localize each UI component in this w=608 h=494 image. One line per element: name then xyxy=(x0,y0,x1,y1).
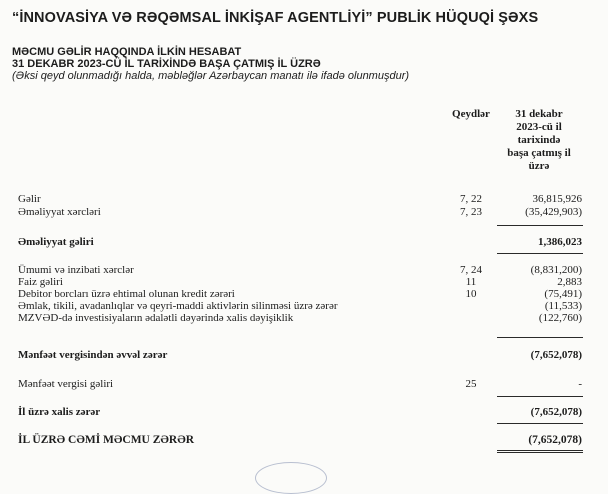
row-value: (7,652,078) xyxy=(528,434,582,446)
row-label: Debitor borcları üzrə ehtimal olunan kredit zərəri xyxy=(18,288,235,300)
row-value: 2,883 xyxy=(557,276,582,288)
subtotal-rule xyxy=(497,253,583,254)
row-total-comprehensive-loss xyxy=(0,434,608,447)
row-value: (75,491) xyxy=(544,288,582,300)
row-value: (8,831,200) xyxy=(530,264,582,276)
period-header-line: 31 dekabr xyxy=(515,108,563,120)
row-note: 7, 24 xyxy=(460,264,482,276)
period-header-line: tarixində xyxy=(517,134,561,146)
row-value: (7,652,078) xyxy=(530,406,582,418)
total-double-rule xyxy=(497,450,583,453)
row-label: İL ÜZRƏ CƏMİ MƏCMU ZƏRƏR xyxy=(18,434,195,446)
subtotal-rule xyxy=(497,396,583,397)
row-label: Gəlir xyxy=(18,193,41,205)
subtotal-rule xyxy=(497,225,583,226)
row-label: Əməliyyat gəliri xyxy=(18,236,94,248)
row-value: 1,386,023 xyxy=(538,236,582,248)
row-note: 25 xyxy=(465,378,477,390)
row-value: (122,760) xyxy=(538,312,582,324)
row-revenue xyxy=(0,193,608,206)
currency-note: (Əksi qeyd olunmadığı halda, məbləğlər Azərbaycan manatı ilə ifadə olunmuşdur) xyxy=(12,70,410,82)
period-header-line: üzrə xyxy=(528,160,550,172)
period-header-line: 2023-cü il xyxy=(516,121,562,133)
row-loss-before-tax xyxy=(0,349,608,362)
row-label: Əməliyyat xərcləri xyxy=(18,206,101,218)
row-fair-value-change xyxy=(0,312,608,325)
row-label: İl üzrə xalis zərər xyxy=(18,406,101,418)
row-value: 36,815,926 xyxy=(532,193,582,205)
row-label: Faiz gəliri xyxy=(18,276,63,288)
row-operating-expenses xyxy=(0,206,608,219)
period-header-line: başa çatmış il xyxy=(507,147,571,159)
row-operating-income xyxy=(0,236,608,249)
organization-name: “İNNOVASİYA VƏ RƏQƏMSAL İNKİŞAF AGENTLİYİ” PUBLİK HÜQUQİ ŞƏXS xyxy=(12,10,539,26)
row-value: (11,533) xyxy=(544,300,582,312)
row-value: - xyxy=(578,378,582,390)
row-label: MZVƏD-də investisiyaların ədalətli dəyərində xalis dəyişiklik xyxy=(18,312,294,324)
subtotal-rule xyxy=(497,337,583,338)
row-income-tax xyxy=(0,378,608,391)
row-label: Ümumi və inzibati xərclər xyxy=(18,264,134,276)
row-value: (7,652,078) xyxy=(530,349,582,361)
period-title: 31 DEKABR 2023-CÜ İL TARİXİNDƏ BAŞA ÇATMIŞ İL ÜZRƏ xyxy=(12,58,321,70)
row-net-loss xyxy=(0,406,608,419)
stamp-edge xyxy=(255,462,327,494)
row-note: 7, 23 xyxy=(460,206,482,218)
period-column-header xyxy=(496,108,582,173)
row-label: Mənfəət vergisi gəliri xyxy=(18,378,114,390)
row-note: 10 xyxy=(465,288,477,300)
row-label: Mənfəət vergisindən əvvəl zərər xyxy=(18,349,168,361)
row-label: Əmlak, tikili, avadanlıqlar və qeyri-maddi aktivlərin silinməsi üzrə zərər xyxy=(18,300,338,312)
subtotal-rule xyxy=(497,423,583,424)
row-value: (35,429,903) xyxy=(525,206,582,218)
statement-title: MƏCMU GƏLİR HAQQINDA İLKİN HESABAT xyxy=(12,46,242,58)
notes-column-header: Qeydlər xyxy=(452,108,490,120)
row-note: 7, 22 xyxy=(460,193,482,205)
row-note: 11 xyxy=(465,276,477,288)
